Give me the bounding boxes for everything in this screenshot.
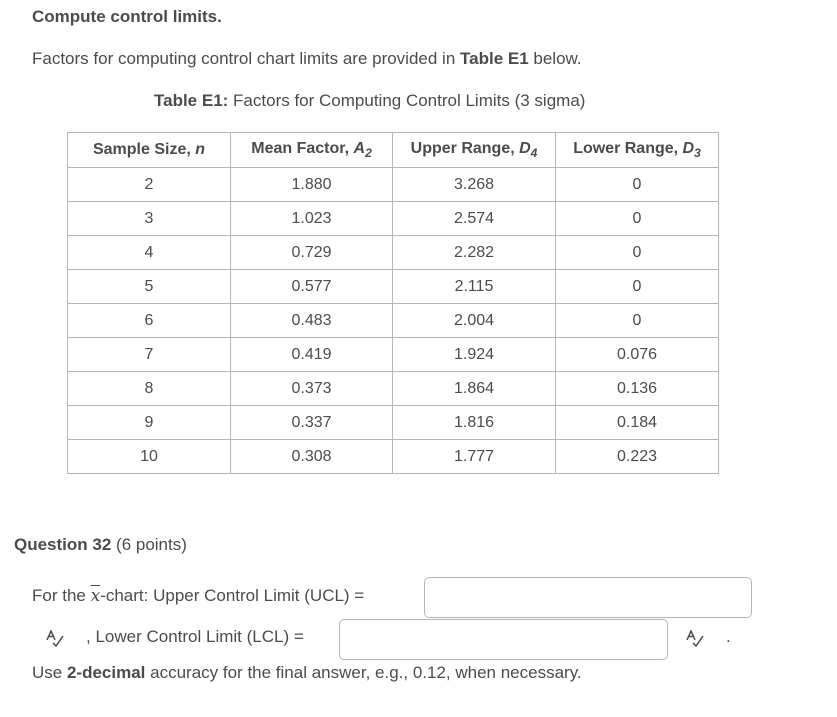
cell-upper-range: 1.777 [393,440,556,474]
intro-post: below. [528,49,582,68]
header-var: D [682,140,695,157]
header-upper-range [393,133,556,168]
header-label: Lower Range, [573,140,683,157]
intro-text [32,49,582,69]
header-sub: 3 [694,146,701,160]
cell-upper-range: 2.282 [393,236,556,270]
cell-upper-range: 2.004 [393,304,556,338]
ucl-answer-input[interactable] [424,577,752,618]
factors-table [67,132,719,474]
heading: Compute control limits. [32,7,222,26]
cell-lower-range: 0.223 [556,440,719,474]
question-points: (6 points) [111,535,187,554]
cell-mean-factor: 0.373 [231,372,393,406]
table-row [68,304,719,338]
table-row [68,338,719,372]
note-bold: 2-decimal [66,663,146,682]
cell-sample-size: 7 [68,338,231,372]
cell-lower-range: 0.136 [556,372,719,406]
cell-sample-size: 6 [68,304,231,338]
header-label: Sample Size, [92,141,196,158]
header-label: Mean Factor, [251,140,354,157]
header-sub: 4 [530,146,538,160]
cell-upper-range: 2.574 [393,202,556,236]
cell-mean-factor: 1.880 [231,168,393,202]
spellcheck-icon[interactable] [684,628,706,650]
table-row [68,168,719,202]
header-var: A [353,140,366,157]
ucl-prompt [32,586,364,606]
note-pre: Use [32,663,67,682]
header-label: Upper Range, [410,140,520,157]
table-row [68,236,719,270]
header-lower-range [556,133,719,168]
cell-sample-size: 8 [68,372,231,406]
ucl-prefix: For the [32,586,91,605]
cell-sample-size: 4 [68,236,231,270]
table-row [68,440,719,474]
intro-table-ref: Table E1 [460,49,529,68]
header-sub: 2 [365,146,372,160]
table-caption [154,91,585,111]
cell-sample-size: 5 [68,270,231,304]
cell-mean-factor: 0.577 [231,270,393,304]
cell-sample-size: 10 [68,440,231,474]
lcl-answer-input[interactable] [339,619,668,660]
cell-mean-factor: 0.419 [231,338,393,372]
table-caption-title: Factors for Computing Control Limits (3 sigma) [228,91,586,110]
table-caption-label: Table E1: [154,91,229,110]
header-var: n [195,141,206,158]
note-post: accuracy for the final answer, e.g., 0.12, when necessary. [145,663,582,682]
cell-lower-range: 0 [556,202,719,236]
cell-lower-range: 0 [556,304,719,338]
cell-mean-factor: 1.023 [231,202,393,236]
header-mean-factor [231,133,393,168]
cell-sample-size: 3 [68,202,231,236]
lcl-label: , Lower Control Limit (LCL) = [86,627,304,646]
question-title [14,535,187,555]
table-row [68,270,719,304]
spellcheck-icon-glyph [45,630,65,648]
header-sample-size [68,133,231,168]
cell-lower-range: 0 [556,236,719,270]
cell-sample-size: 2 [68,168,231,202]
cell-lower-range: 0.076 [556,338,719,372]
ucl-label: -chart: Upper Control Limit (UCL) = [100,586,365,605]
cell-mean-factor: 0.337 [231,406,393,440]
cell-mean-factor: 0.483 [231,304,393,338]
accuracy-note [32,663,582,683]
table-header-row [68,133,719,168]
cell-lower-range: 0.184 [556,406,719,440]
cell-mean-factor: 0.308 [231,440,393,474]
cell-upper-range: 2.115 [393,270,556,304]
question-number: Question 32 [14,535,112,554]
cell-lower-range: 0 [556,168,719,202]
cell-upper-range: 1.816 [393,406,556,440]
cell-upper-range: 3.268 [393,168,556,202]
table-row [68,372,719,406]
cell-mean-factor: 0.729 [231,236,393,270]
spellcheck-icon-glyph [685,630,705,648]
cell-upper-range: 1.924 [393,338,556,372]
cell-sample-size: 9 [68,406,231,440]
cell-upper-range: 1.864 [393,372,556,406]
xbar-symbol: $\overline{x}$ [90,586,101,606]
intro-pre: Factors for computing control chart limits are provided in [32,49,461,68]
header-var: D [519,140,531,157]
cell-lower-range: 0 [556,270,719,304]
table-row [68,202,719,236]
trailing-period: . [726,627,731,646]
table-row [68,406,719,440]
spellcheck-icon[interactable] [44,628,66,650]
